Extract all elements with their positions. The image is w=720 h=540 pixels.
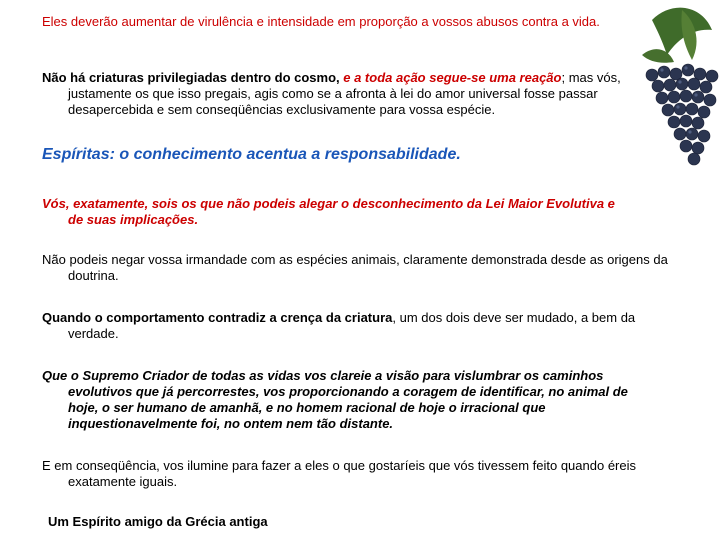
paragraph-consequence: E em conseqüência, vos ilumine para fazer a eles o que gostaríeis que vós tivessem feito quando éreis exatamente iguais. [42,458,637,489]
paragraph-supreme-creator: Que o Supremo Criador de todas as vidas vos clareie a visão para vislumbrar os caminhos evolutivos que já percorrestes, vos proporcionando a coragem de identificar, no animal de hoje, o ser humano de amanhã, e no homem racional de hoje o irracional que inquestionavelmente foi, no ontem nem tão distante. [42,368,628,431]
behavior-bold-text: Quando o comportamento contradiz a crença da criatura [42,310,393,325]
signature: Um Espírito amigo da Grécia antiga [48,514,268,529]
paragraph-behavior [42,310,668,342]
no-privileged-text: Não há criaturas privilegiadas dentro do cosmo, [42,70,344,85]
paragraph-virulence: Eles deverão aumentar de virulência e intensidade em proporção a vossos abusos contra a vida. [42,14,600,29]
paragraph-no-privileged [42,70,628,118]
action-reaction-text: e a toda ação segue-se uma reação [343,70,562,85]
grape-bunch-icon [632,0,720,170]
paragraph-kinship: Não podeis negar vossa irmandade com as espécies animais, claramente demonstrada desde as origens da doutrina. [42,252,668,283]
behavior-rest-text: , um dos dois deve ser mudado, a bem da verdade. [68,310,636,341]
section-heading: Espíritas: o conhecimento acentua a responsabilidade. [42,146,461,163]
no-privileged-rest: ; mas vós, justamente os que isso pregais, agis como se a afronta à lei do amor universal fosse passar desapercebida e sem conseqüências exclusivamente para vossa espécie. [68,70,621,117]
paragraph-cannot-allege: Vós, exatamente, sois os que não podeis alegar o desconhecimento da Lei Maior Evolutiva e de suas implicações. [42,196,615,227]
